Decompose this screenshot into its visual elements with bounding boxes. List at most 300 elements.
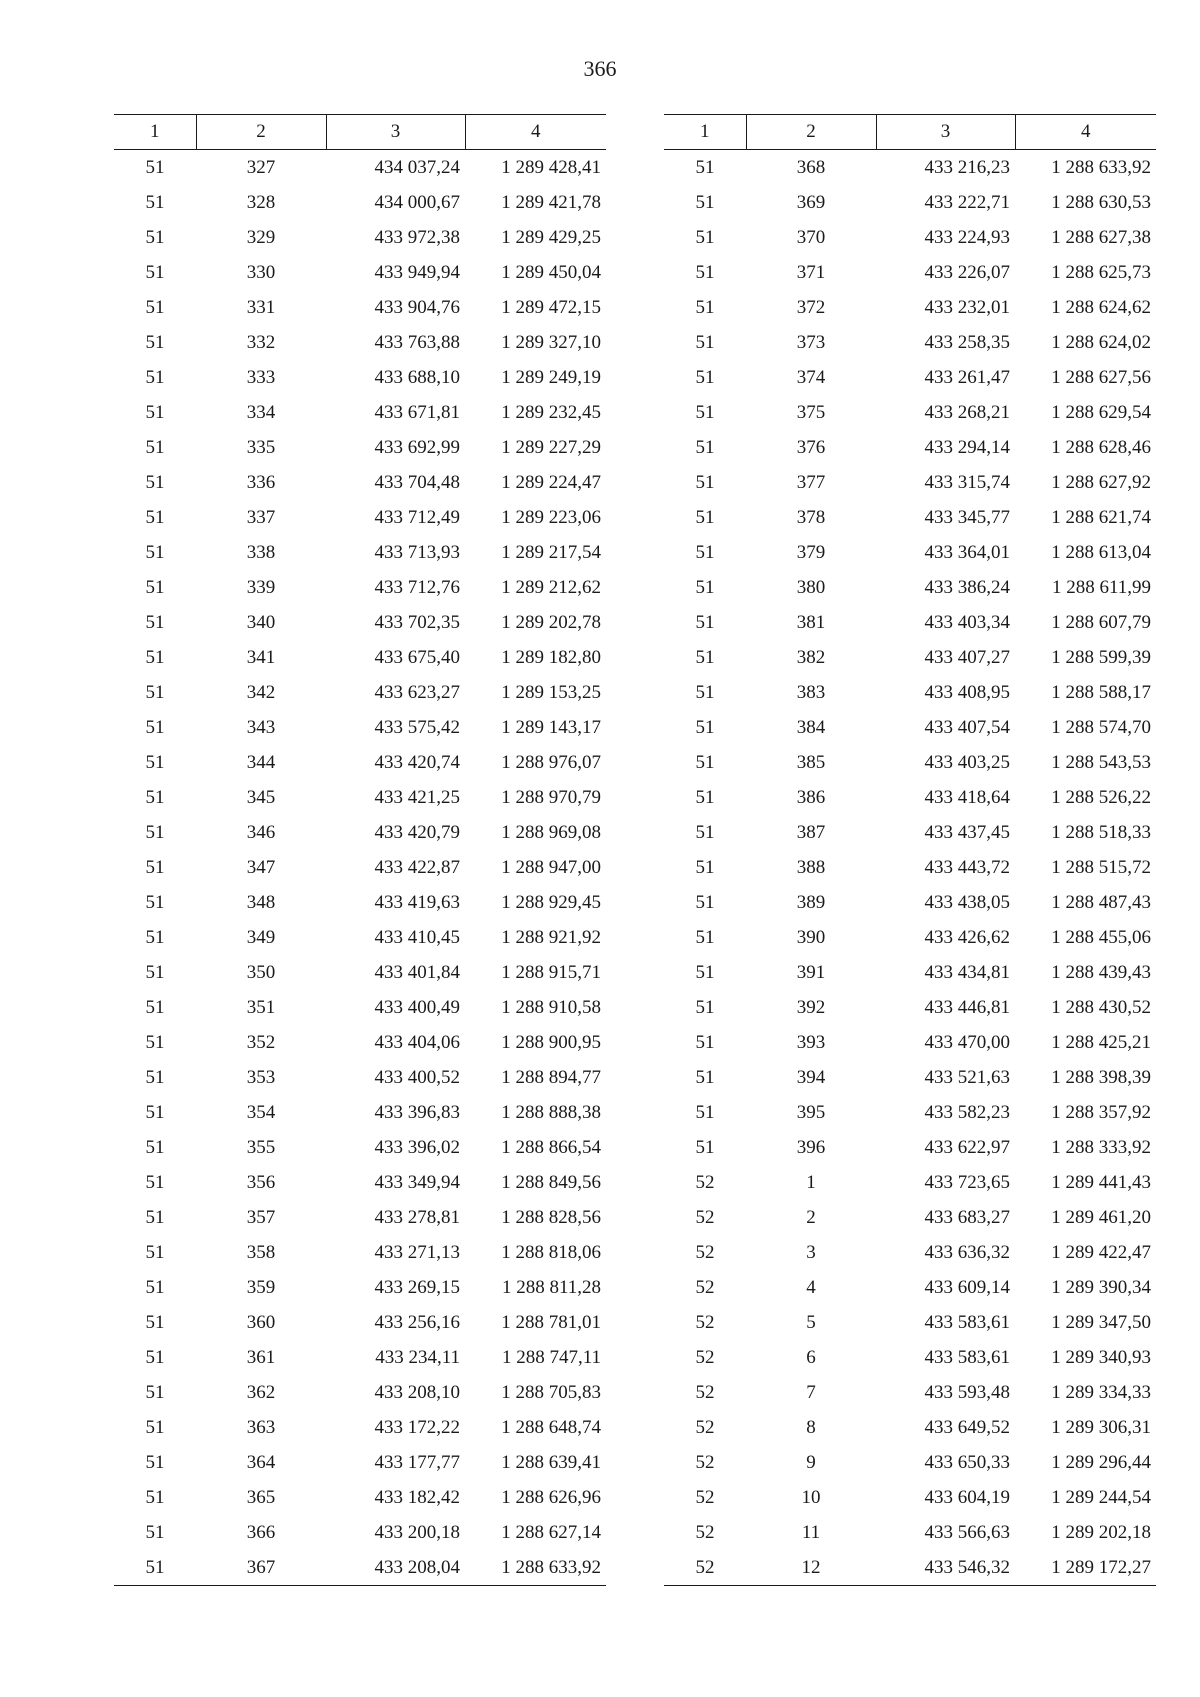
cell-x: 433 294,14 bbox=[924, 436, 1010, 458]
cell-x: 433 443,72 bbox=[924, 856, 1010, 878]
cell-block: 51 bbox=[145, 471, 165, 493]
cell-block: 51 bbox=[145, 226, 165, 248]
cell-x: 433 949,94 bbox=[374, 261, 460, 283]
table-row bbox=[664, 1480, 1156, 1515]
cell-point: 4 bbox=[806, 1276, 816, 1298]
cell-point: 364 bbox=[246, 1451, 276, 1473]
table-row bbox=[664, 1200, 1156, 1235]
cell-block: 52 bbox=[664, 1550, 746, 1586]
table-row bbox=[664, 570, 1156, 605]
cell-point: 340 bbox=[246, 611, 276, 633]
table-row bbox=[114, 710, 606, 745]
cell-x: 433 410,45 bbox=[374, 926, 460, 948]
header-col-4: 4 bbox=[465, 115, 606, 150]
cell-y: 1 288 894,77 bbox=[501, 1066, 601, 1088]
cell-point: 381 bbox=[796, 611, 826, 633]
table-row bbox=[664, 290, 1156, 325]
coordinates-table-right bbox=[664, 114, 1156, 1586]
cell-y: 1 289 296,44 bbox=[1051, 1451, 1151, 1473]
cell-block: 52 bbox=[695, 1171, 715, 1193]
cell-y: 1 288 910,58 bbox=[501, 996, 601, 1018]
table-row bbox=[664, 325, 1156, 360]
table-row bbox=[664, 1305, 1156, 1340]
cell-x: 433 623,27 bbox=[374, 681, 460, 703]
cell-block: 51 bbox=[145, 261, 165, 283]
cell-block: 51 bbox=[695, 1066, 715, 1088]
table-row bbox=[664, 605, 1156, 640]
cell-x: 433 232,01 bbox=[924, 296, 1010, 318]
table-header-row bbox=[664, 115, 1156, 150]
cell-block: 51 bbox=[145, 891, 165, 913]
table-row bbox=[664, 1515, 1156, 1550]
cell-point: 360 bbox=[246, 1311, 276, 1333]
cell-block: 51 bbox=[145, 751, 165, 773]
cell-y: 1 288 921,92 bbox=[501, 926, 601, 948]
table-row bbox=[664, 850, 1156, 885]
cell-x: 433 546,32 bbox=[876, 1550, 1015, 1586]
cell-x: 433 692,99 bbox=[374, 436, 460, 458]
table-row bbox=[114, 1165, 606, 1200]
cell-y: 1 289 334,33 bbox=[1051, 1381, 1151, 1403]
cell-point: 333 bbox=[246, 366, 276, 388]
cell-y: 1 288 947,00 bbox=[501, 856, 601, 878]
table-row bbox=[114, 1515, 606, 1550]
cell-point: 385 bbox=[796, 751, 826, 773]
table-row bbox=[664, 1095, 1156, 1130]
cell-block: 52 bbox=[695, 1381, 715, 1403]
table-row bbox=[114, 920, 606, 955]
cell-x: 433 583,61 bbox=[924, 1311, 1010, 1333]
cell-y: 1 288 818,06 bbox=[501, 1241, 601, 1263]
cell-block: 51 bbox=[695, 506, 715, 528]
table-row bbox=[664, 1550, 1156, 1586]
cell-x: 433 404,06 bbox=[374, 1031, 460, 1053]
cell-block: 51 bbox=[145, 331, 165, 353]
cell-block: 51 bbox=[695, 1136, 715, 1158]
table-row bbox=[664, 395, 1156, 430]
cell-point: 9 bbox=[806, 1451, 816, 1473]
cell-point: 391 bbox=[796, 961, 826, 983]
cell-y: 1 289 227,29 bbox=[501, 436, 601, 458]
cell-block: 51 bbox=[695, 191, 715, 213]
table-row bbox=[664, 1235, 1156, 1270]
table-row bbox=[664, 780, 1156, 815]
table-row bbox=[664, 1445, 1156, 1480]
cell-y: 1 289 390,34 bbox=[1051, 1276, 1151, 1298]
table-row bbox=[114, 1200, 606, 1235]
cell-x: 433 438,05 bbox=[924, 891, 1010, 913]
cell-y: 1 289 232,45 bbox=[501, 401, 601, 423]
cell-block: 51 bbox=[145, 856, 165, 878]
cell-block: 51 bbox=[145, 436, 165, 458]
table-row bbox=[114, 535, 606, 570]
table-row bbox=[664, 710, 1156, 745]
cell-x: 433 421,25 bbox=[374, 786, 460, 808]
cell-block: 51 bbox=[145, 786, 165, 808]
cell-y: 1 288 630,53 bbox=[1051, 191, 1151, 213]
cell-block: 51 bbox=[695, 436, 715, 458]
cell-point: 334 bbox=[246, 401, 276, 423]
cell-y: 1 288 828,56 bbox=[501, 1206, 601, 1228]
cell-block: 51 bbox=[695, 541, 715, 563]
cell-x: 433 208,04 bbox=[326, 1550, 465, 1586]
cell-x: 434 000,67 bbox=[374, 191, 460, 213]
table-row bbox=[664, 990, 1156, 1025]
header-col-1: 1 bbox=[114, 115, 196, 150]
cell-point: 355 bbox=[246, 1136, 276, 1158]
cell-point: 335 bbox=[246, 436, 276, 458]
cell-point: 7 bbox=[806, 1381, 816, 1403]
header-col-4: 4 bbox=[1015, 115, 1156, 150]
cell-y: 1 288 613,04 bbox=[1051, 541, 1151, 563]
cell-block: 51 bbox=[695, 646, 715, 668]
cell-block: 51 bbox=[145, 716, 165, 738]
cell-point: 350 bbox=[246, 961, 276, 983]
header-col-2: 2 bbox=[196, 115, 326, 150]
cell-x: 433 422,87 bbox=[374, 856, 460, 878]
cell-y: 1 289 153,25 bbox=[501, 681, 601, 703]
cell-y: 1 289 428,41 bbox=[501, 156, 601, 178]
cell-x: 433 904,76 bbox=[374, 296, 460, 318]
cell-point: 346 bbox=[246, 821, 276, 843]
cell-block: 51 bbox=[145, 1066, 165, 1088]
cell-x: 433 403,34 bbox=[924, 611, 1010, 633]
cell-x: 433 604,19 bbox=[924, 1486, 1010, 1508]
table-row bbox=[664, 255, 1156, 290]
cell-point: 357 bbox=[246, 1206, 276, 1228]
cell-x: 433 712,49 bbox=[374, 506, 460, 528]
cell-block: 51 bbox=[145, 1416, 165, 1438]
cell-block: 51 bbox=[695, 751, 715, 773]
cell-x: 433 593,48 bbox=[924, 1381, 1010, 1403]
cell-point: 361 bbox=[246, 1346, 276, 1368]
cell-point: 338 bbox=[246, 541, 276, 563]
table-row bbox=[114, 815, 606, 850]
cell-x: 433 566,63 bbox=[924, 1521, 1010, 1543]
cell-x: 433 386,24 bbox=[924, 576, 1010, 598]
cell-x: 433 712,76 bbox=[374, 576, 460, 598]
cell-block: 51 bbox=[145, 401, 165, 423]
cell-x: 433 408,95 bbox=[924, 681, 1010, 703]
cell-x: 433 349,94 bbox=[374, 1171, 460, 1193]
cell-y: 1 288 611,99 bbox=[1051, 576, 1151, 598]
cell-x: 433 723,65 bbox=[924, 1171, 1010, 1193]
table-row bbox=[114, 1025, 606, 1060]
cell-y: 1 289 450,04 bbox=[501, 261, 601, 283]
cell-block: 51 bbox=[145, 1206, 165, 1228]
table-row bbox=[664, 1270, 1156, 1305]
cell-point: 5 bbox=[806, 1311, 816, 1333]
cell-y: 1 288 976,07 bbox=[501, 751, 601, 773]
cell-point: 367 bbox=[196, 1550, 326, 1586]
cell-y: 1 288 357,92 bbox=[1051, 1101, 1151, 1123]
cell-block: 51 bbox=[695, 331, 715, 353]
cell-point: 12 bbox=[746, 1550, 876, 1586]
table-row bbox=[114, 185, 606, 220]
cell-x: 433 470,00 bbox=[924, 1031, 1010, 1053]
cell-block: 51 bbox=[145, 296, 165, 318]
table-row bbox=[114, 675, 606, 710]
cell-point: 363 bbox=[246, 1416, 276, 1438]
cell-block: 52 bbox=[695, 1416, 715, 1438]
table-row bbox=[664, 1060, 1156, 1095]
cell-y: 1 288 455,06 bbox=[1051, 926, 1151, 948]
table-row bbox=[664, 675, 1156, 710]
cell-x: 433 437,45 bbox=[924, 821, 1010, 843]
table-row bbox=[664, 885, 1156, 920]
cell-point: 6 bbox=[806, 1346, 816, 1368]
cell-point: 349 bbox=[246, 926, 276, 948]
cell-point: 342 bbox=[246, 681, 276, 703]
cell-y: 1 288 487,43 bbox=[1051, 891, 1151, 913]
cell-point: 1 bbox=[806, 1171, 816, 1193]
cell-x: 433 315,74 bbox=[924, 471, 1010, 493]
cell-point: 387 bbox=[796, 821, 826, 843]
cell-x: 433 675,40 bbox=[374, 646, 460, 668]
cell-block: 51 bbox=[145, 1451, 165, 1473]
cell-y: 1 289 422,47 bbox=[1051, 1241, 1151, 1263]
table-row bbox=[664, 430, 1156, 465]
cell-x: 433 200,18 bbox=[374, 1521, 460, 1543]
cell-y: 1 288 526,22 bbox=[1051, 786, 1151, 808]
table-row bbox=[664, 185, 1156, 220]
cell-point: 382 bbox=[796, 646, 826, 668]
cell-point: 369 bbox=[796, 191, 826, 213]
cell-block: 51 bbox=[695, 296, 715, 318]
cell-y: 1 289 461,20 bbox=[1051, 1206, 1151, 1228]
cell-x: 434 037,24 bbox=[374, 156, 460, 178]
cell-y: 1 288 425,21 bbox=[1051, 1031, 1151, 1053]
cell-point: 374 bbox=[796, 366, 826, 388]
cell-x: 433 216,23 bbox=[924, 156, 1010, 178]
table-row bbox=[664, 360, 1156, 395]
cell-block: 52 bbox=[695, 1451, 715, 1473]
cell-y: 1 288 518,33 bbox=[1051, 821, 1151, 843]
cell-block: 51 bbox=[695, 716, 715, 738]
table-row bbox=[114, 1480, 606, 1515]
table-row bbox=[664, 920, 1156, 955]
table-row bbox=[664, 1375, 1156, 1410]
cell-x: 433 434,81 bbox=[924, 961, 1010, 983]
cell-block: 51 bbox=[145, 156, 165, 178]
table-row bbox=[114, 640, 606, 675]
cell-y: 1 288 588,17 bbox=[1051, 681, 1151, 703]
cell-block: 51 bbox=[145, 821, 165, 843]
table-row bbox=[114, 150, 606, 186]
cell-point: 345 bbox=[246, 786, 276, 808]
table-row bbox=[114, 780, 606, 815]
cell-y: 1 289 217,54 bbox=[501, 541, 601, 563]
cell-y: 1 289 472,15 bbox=[501, 296, 601, 318]
table-row bbox=[664, 815, 1156, 850]
cell-block: 52 bbox=[695, 1521, 715, 1543]
cell-y: 1 288 430,52 bbox=[1051, 996, 1151, 1018]
cell-x: 433 426,62 bbox=[924, 926, 1010, 948]
table-row bbox=[664, 1410, 1156, 1445]
cell-point: 339 bbox=[246, 576, 276, 598]
cell-y: 1 288 970,79 bbox=[501, 786, 601, 808]
table-row bbox=[114, 430, 606, 465]
cell-y: 1 288 915,71 bbox=[501, 961, 601, 983]
table-row bbox=[114, 1060, 606, 1095]
cell-point: 396 bbox=[796, 1136, 826, 1158]
cell-point: 392 bbox=[796, 996, 826, 1018]
cell-point: 356 bbox=[246, 1171, 276, 1193]
table-row bbox=[664, 745, 1156, 780]
table-row bbox=[114, 360, 606, 395]
cell-point: 353 bbox=[246, 1066, 276, 1088]
cell-block: 51 bbox=[145, 996, 165, 1018]
cell-x: 433 521,63 bbox=[924, 1066, 1010, 1088]
table-header-row bbox=[114, 115, 606, 150]
cell-x: 433 396,02 bbox=[374, 1136, 460, 1158]
table-row bbox=[114, 955, 606, 990]
cell-point: 328 bbox=[246, 191, 276, 213]
cell-point: 336 bbox=[246, 471, 276, 493]
table-row bbox=[114, 500, 606, 535]
cell-y: 1 289 306,31 bbox=[1051, 1416, 1151, 1438]
cell-y: 1 288 781,01 bbox=[501, 1311, 601, 1333]
cell-point: 389 bbox=[796, 891, 826, 913]
cell-y: 1 288 515,72 bbox=[1051, 856, 1151, 878]
cell-point: 394 bbox=[796, 1066, 826, 1088]
cell-point: 352 bbox=[246, 1031, 276, 1053]
cell-block: 51 bbox=[695, 401, 715, 423]
cell-y: 1 289 244,54 bbox=[1051, 1486, 1151, 1508]
cell-y: 1 288 633,92 bbox=[1051, 156, 1151, 178]
cell-y: 1 289 172,27 bbox=[1015, 1550, 1156, 1586]
cell-y: 1 289 202,78 bbox=[501, 611, 601, 633]
cell-block: 51 bbox=[145, 611, 165, 633]
cell-point: 386 bbox=[796, 786, 826, 808]
cell-x: 433 182,42 bbox=[374, 1486, 460, 1508]
cell-point: 351 bbox=[246, 996, 276, 1018]
cell-block: 51 bbox=[145, 1171, 165, 1193]
cell-point: 378 bbox=[796, 506, 826, 528]
cell-block: 51 bbox=[695, 891, 715, 913]
cell-y: 1 288 866,54 bbox=[501, 1136, 601, 1158]
cell-point: 347 bbox=[246, 856, 276, 878]
table-row bbox=[114, 325, 606, 360]
cell-x: 433 420,79 bbox=[374, 821, 460, 843]
cell-y: 1 288 627,56 bbox=[1051, 366, 1151, 388]
cell-point: 341 bbox=[246, 646, 276, 668]
cell-x: 433 345,77 bbox=[924, 506, 1010, 528]
cell-block: 51 bbox=[695, 926, 715, 948]
cell-block: 51 bbox=[114, 1550, 196, 1586]
cell-x: 433 419,63 bbox=[374, 891, 460, 913]
cell-x: 433 688,10 bbox=[374, 366, 460, 388]
cell-y: 1 288 398,39 bbox=[1051, 1066, 1151, 1088]
cell-x: 433 400,52 bbox=[374, 1066, 460, 1088]
cell-y: 1 289 224,47 bbox=[501, 471, 601, 493]
table-row bbox=[114, 1305, 606, 1340]
cell-block: 51 bbox=[145, 1346, 165, 1368]
page-number: 366 bbox=[583, 56, 617, 81]
table-row bbox=[114, 990, 606, 1025]
cell-block: 51 bbox=[145, 1381, 165, 1403]
cell-block: 51 bbox=[145, 646, 165, 668]
cell-x: 433 268,21 bbox=[924, 401, 1010, 423]
cell-x: 433 172,22 bbox=[374, 1416, 460, 1438]
cell-x: 433 583,61 bbox=[924, 1346, 1010, 1368]
cell-block: 51 bbox=[695, 1031, 715, 1053]
cell-x: 433 278,81 bbox=[374, 1206, 460, 1228]
cell-point: 10 bbox=[801, 1486, 821, 1508]
cell-point: 388 bbox=[796, 856, 826, 878]
cell-block: 51 bbox=[145, 1486, 165, 1508]
table-row bbox=[114, 1270, 606, 1305]
cell-block: 51 bbox=[695, 261, 715, 283]
cell-x: 433 208,10 bbox=[374, 1381, 460, 1403]
cell-y: 1 288 543,53 bbox=[1051, 751, 1151, 773]
cell-point: 337 bbox=[246, 506, 276, 528]
cell-y: 1 288 639,41 bbox=[501, 1451, 601, 1473]
table-row bbox=[664, 150, 1156, 186]
cell-point: 375 bbox=[796, 401, 826, 423]
cell-y: 1 288 439,43 bbox=[1051, 961, 1151, 983]
cell-point: 348 bbox=[246, 891, 276, 913]
cell-x: 433 636,32 bbox=[924, 1241, 1010, 1263]
cell-point: 368 bbox=[796, 156, 826, 178]
cell-x: 433 609,14 bbox=[924, 1276, 1010, 1298]
cell-block: 51 bbox=[145, 191, 165, 213]
table-row bbox=[664, 220, 1156, 255]
cell-block: 51 bbox=[695, 471, 715, 493]
table-row bbox=[664, 1025, 1156, 1060]
cell-block: 51 bbox=[145, 1241, 165, 1263]
cell-x: 433 401,84 bbox=[374, 961, 460, 983]
cell-y: 1 289 143,17 bbox=[501, 716, 601, 738]
header-col-1: 1 bbox=[664, 115, 746, 150]
cell-x: 433 575,42 bbox=[374, 716, 460, 738]
cell-point: 354 bbox=[246, 1101, 276, 1123]
cell-x: 433 713,93 bbox=[374, 541, 460, 563]
cell-x: 433 256,16 bbox=[374, 1311, 460, 1333]
cell-point: 332 bbox=[246, 331, 276, 353]
cell-point: 384 bbox=[796, 716, 826, 738]
cell-x: 433 271,13 bbox=[374, 1241, 460, 1263]
cell-point: 8 bbox=[806, 1416, 816, 1438]
cell-y: 1 288 627,92 bbox=[1051, 471, 1151, 493]
cell-x: 433 649,52 bbox=[924, 1416, 1010, 1438]
cell-y: 1 288 626,96 bbox=[501, 1486, 601, 1508]
cell-y: 1 288 747,11 bbox=[501, 1346, 601, 1368]
cell-point: 383 bbox=[796, 681, 826, 703]
table-row bbox=[114, 220, 606, 255]
table-row bbox=[114, 885, 606, 920]
table-row bbox=[664, 640, 1156, 675]
cell-block: 51 bbox=[695, 821, 715, 843]
cell-x: 433 177,77 bbox=[374, 1451, 460, 1473]
cell-x: 433 650,33 bbox=[924, 1451, 1010, 1473]
cell-block: 51 bbox=[145, 576, 165, 598]
table-row bbox=[114, 1550, 606, 1586]
cell-block: 52 bbox=[695, 1311, 715, 1333]
cell-x: 433 702,35 bbox=[374, 611, 460, 633]
cell-block: 51 bbox=[695, 681, 715, 703]
cell-point: 395 bbox=[796, 1101, 826, 1123]
cell-point: 330 bbox=[246, 261, 276, 283]
cell-x: 433 234,11 bbox=[375, 1346, 460, 1368]
cell-x: 433 224,93 bbox=[924, 226, 1010, 248]
cell-point: 390 bbox=[796, 926, 826, 948]
table-row bbox=[114, 570, 606, 605]
cell-x: 433 671,81 bbox=[374, 401, 460, 423]
cell-point: 2 bbox=[806, 1206, 816, 1228]
cell-y: 1 288 929,45 bbox=[501, 891, 601, 913]
cell-x: 433 364,01 bbox=[924, 541, 1010, 563]
